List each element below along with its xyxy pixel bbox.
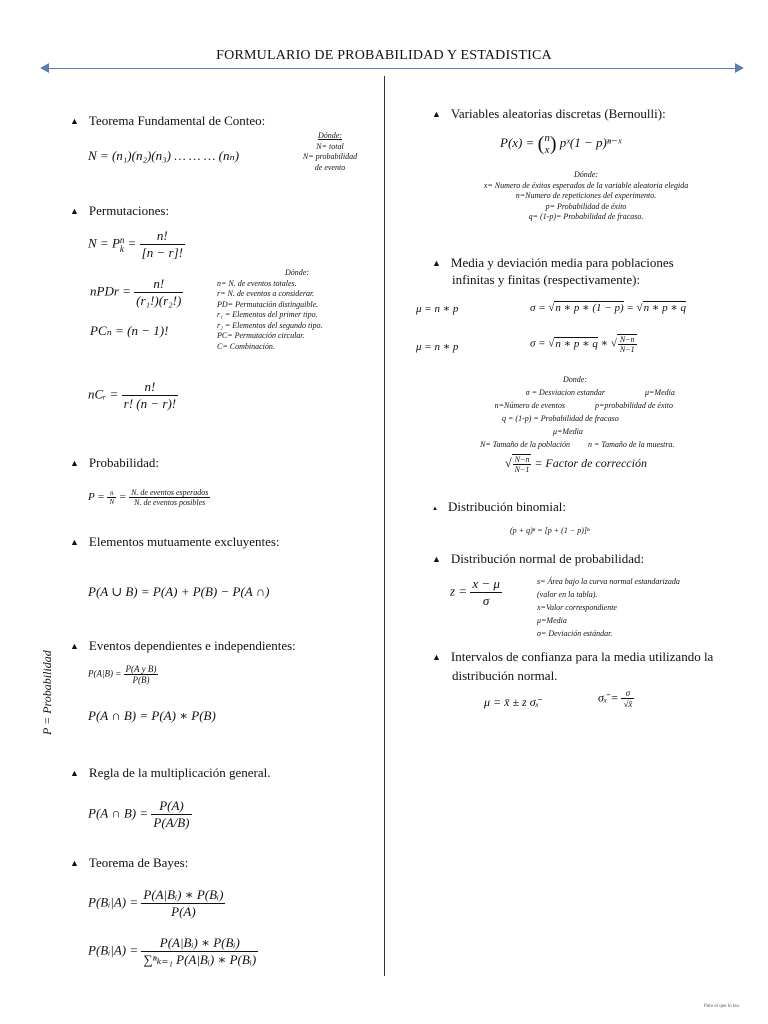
heading-text: Intervalos de confianza para la media utilizando la: [450, 649, 714, 664]
bullet-icon: ▲: [70, 458, 79, 468]
formula-part: σ =: [530, 337, 549, 350]
page-title: FORMULARIO DE PROBABILIDAD Y ESTADISTICA: [216, 48, 552, 63]
note-title: Donde:: [563, 375, 587, 384]
footer-note: Puto el que lo lea: [704, 1004, 739, 1009]
fraction: [107, 489, 116, 506]
formula-binomial: (p + q)ⁿ = [p + (1 − p)]ⁿ: [510, 526, 590, 535]
fraction: [134, 276, 183, 309]
note-normal: [537, 575, 757, 640]
heading-text: Probabilidad:: [88, 455, 159, 470]
heading-text: Distribución binomial:: [447, 499, 567, 514]
formula-media-infinita: μ = n ∗ p: [416, 303, 459, 315]
fraction: [617, 334, 637, 354]
numerator: P(A): [151, 798, 191, 815]
sqrt-content: n ∗ p ∗ q: [643, 302, 687, 314]
note-title: Dónde:: [318, 131, 342, 140]
bullet-icon: ▲: [70, 768, 79, 778]
heading-text: Distribución normal de probabilidad:: [450, 551, 645, 566]
denominator: P(A): [171, 904, 196, 919]
formula-part: = Factor de corrección: [534, 455, 647, 470]
denominator: N−1: [514, 465, 530, 474]
numerator: n!: [134, 276, 183, 293]
bullet-icon: ▲: [432, 652, 441, 662]
bullet-icon: ▲: [432, 258, 441, 268]
denominator: N. de eventos posibles: [134, 498, 206, 507]
formula-intervalo: μ = x̄ ± z σₓ̄: [484, 695, 540, 709]
denominator: σ: [482, 593, 490, 608]
arrow-right-icon: [735, 63, 744, 73]
formula-permutacion-distinguible: [90, 276, 183, 309]
formula-independientes: P(A ∩ B) = P(A) ∗ P(B): [88, 708, 216, 723]
formula-part: P(x) =: [500, 134, 535, 150]
formula-part: P(Bᵢ|A) =: [88, 942, 139, 958]
numerator: N−n: [619, 335, 635, 344]
formula-bernoulli: P(x) = ( n x ) pˣ(1 − p)ⁿ⁻ˣ: [500, 132, 622, 156]
note-line: C= Combinación.: [217, 341, 275, 351]
bullet-icon: ▲: [432, 109, 441, 119]
numerator: σ: [621, 688, 634, 699]
fraction: [122, 379, 178, 412]
note-line: N= probabilidad: [302, 152, 358, 161]
formula-part: P(A|B) =: [88, 668, 122, 679]
section-heading-binomial: [432, 499, 566, 515]
numerator: n!: [122, 379, 178, 396]
formula-part: nPDr =: [90, 283, 131, 299]
bullet-icon: ▲: [70, 206, 79, 216]
section-heading-bernoulli: [432, 106, 666, 122]
section-heading-media: [432, 255, 674, 288]
note-line: q= (1-p)= Probabilidad de fracaso.: [528, 212, 644, 221]
note-line: r= N. de eventos a considerar.: [217, 289, 315, 298]
note-line: n=Numero de repeticiones del experimento.: [515, 191, 657, 200]
note-line: r₂ = Elementos del segundo tipo.: [217, 320, 323, 330]
note-line: p= Probabilidad de éxito: [545, 201, 627, 211]
binomial-bottom: x: [544, 144, 550, 156]
formula-part: =: [623, 302, 637, 314]
numerator: n: [107, 489, 116, 498]
bullet-icon: ▲: [432, 506, 438, 512]
formula-part: P(A ∩ B) =: [88, 805, 149, 821]
note-line: r₁ = Elementos del primer tipo.: [217, 310, 318, 319]
note-line: p=probabilidad de éxito: [595, 401, 673, 410]
formula-part: =: [118, 491, 127, 504]
heading-text: Regla de la multiplicación general.: [88, 765, 271, 780]
formula-part: ∗: [597, 337, 611, 350]
note-line: N= total: [316, 141, 344, 151]
sqrt-content: n ∗ p ∗ (1 − p): [555, 302, 624, 314]
formula-desviacion-finita: σ = √n ∗ p ∗ q ∗ √ $\frac{N-n}{N-1}$: [530, 335, 635, 354]
numerator: n!: [140, 228, 185, 245]
side-label: P = Probabilidad: [40, 650, 54, 735]
numerator: N. de eventos esperados: [131, 488, 209, 497]
denominator: ∑ⁿₖ₌₁ P(A|Bᵢ) ∗ P(Bᵢ): [143, 952, 257, 967]
numerator: P(A y B): [125, 664, 157, 674]
heading-text: Media y deviación media para poblaciones: [450, 255, 674, 270]
heading-text: Permutaciones:: [88, 203, 170, 218]
note-line: μ=Media: [553, 427, 583, 436]
formula-sub: k: [119, 243, 124, 254]
formula-part: pˣ(1 − p)ⁿ⁻ˣ: [559, 134, 622, 150]
denominator: N−1: [619, 345, 635, 354]
section-heading-excluyentes: [70, 534, 280, 550]
denominator: √x̄: [623, 699, 633, 709]
note-title: Dónde:: [285, 268, 309, 277]
note-line: PD= Permutación distinguible.: [217, 299, 319, 309]
denominator: N: [109, 498, 115, 506]
section-heading-conteo: [70, 113, 265, 129]
formula-part: σₓ̄ =: [598, 690, 619, 705]
heading-text: Teorema Fundamental de Conteo:: [88, 113, 266, 128]
formula-part: P =: [88, 491, 105, 504]
fraction: [151, 798, 191, 831]
heading-text: Elementos mutuamente excluyentes:: [88, 534, 280, 549]
formula-conteo: N = (n₁)(n₂)(n₃) … … … (nₙ): [88, 148, 240, 163]
denominator: r! (n − r)!: [123, 396, 177, 411]
heading-text: Eventos dependientes e independientes:: [88, 638, 296, 653]
section-heading-normal: [432, 551, 644, 567]
binomial-top: n: [544, 132, 550, 144]
note-line: (valor en la tabla).: [537, 590, 598, 599]
fraction: [124, 664, 159, 685]
formula-condicional: [88, 664, 158, 685]
numerator: x − μ: [472, 576, 500, 591]
formula-probabilidad: [88, 488, 210, 507]
header-divider: [46, 68, 738, 69]
formula-part: σ =: [530, 302, 549, 314]
formula-normal: [450, 576, 502, 609]
formula-factor-correccion: √ $\frac{N-n}{N-1}$ = Factor de corrección: [505, 455, 647, 474]
bullet-icon: ▲: [70, 858, 79, 868]
numerator: P(A|Bᵢ) ∗ P(Bᵢ): [143, 887, 224, 902]
denominator: [n − r]!: [141, 245, 183, 260]
fraction: [141, 935, 258, 968]
formula-part: nCᵣ =: [88, 386, 119, 402]
formula-permutacion-circular: PCₙ = (n − 1)!: [90, 323, 169, 338]
heading-text: Variables aleatorias discretas (Bernoulli):: [450, 106, 666, 121]
fraction: [141, 887, 225, 920]
formula-part: N = P: [88, 235, 120, 251]
denominator: (r₁!)(r₂!): [136, 293, 182, 308]
section-heading-bayes: [70, 855, 188, 871]
numerator: N−n: [514, 455, 530, 464]
formula-combinacion: [88, 379, 178, 412]
bullet-icon: ▲: [70, 641, 79, 651]
note-line: PC= Permutación circular.: [217, 331, 305, 340]
numerator: P(A|Bᵢ) ∗ P(Bᵢ): [141, 935, 258, 952]
denominator: P(A/B): [153, 815, 190, 830]
section-heading-multiplicacion: [70, 765, 271, 781]
note-line: x= Numero de éxitos esperados de la variable aleatoria elegida: [483, 180, 689, 190]
denominator: P(B): [132, 675, 150, 685]
heading-text: distribución normal.: [452, 668, 558, 683]
note-line: μ=Media: [537, 616, 567, 625]
formula-part: z =: [450, 583, 468, 599]
formula-media-finita: μ = n ∗ p: [416, 341, 459, 353]
section-heading-permutaciones: [70, 203, 169, 219]
note-bernoulli: [416, 170, 756, 223]
formula-excluyentes: P(A ∪ B) = P(A) + P(B) − P(A ∩): [88, 584, 270, 599]
formula-multiplicacion: [88, 798, 192, 831]
note-line: de evento: [314, 162, 346, 172]
note-line: q = (1-p) = Probabilidad de fracaso: [502, 414, 619, 423]
fraction: [129, 488, 210, 507]
fraction: [140, 228, 185, 261]
note-line: x=Valor correspondiente: [537, 603, 617, 612]
formula-permutacion: N = P n k = $\frac{n!}{[n - r]!}$: [88, 228, 183, 260]
column-divider: [384, 76, 385, 976]
heading-text: infinitas y finitas (respectivamente):: [452, 272, 641, 287]
formula-desviacion-infinita: σ = √n ∗ p ∗ (1 − p) = √n ∗ p ∗ q: [530, 302, 687, 314]
note-media: [440, 373, 740, 451]
note-line: s= Área bajo la curva normal estandarizada: [537, 577, 680, 586]
formula-sup: n: [119, 234, 125, 245]
heading-text: Teorema de Bayes:: [88, 855, 189, 870]
note-line: n = Tamaño de la muestra.: [588, 440, 675, 449]
bullet-icon: ▲: [432, 554, 441, 564]
note-line: n= N. de eventos totales.: [217, 278, 297, 288]
note-line: σ = Desviacion estandar: [525, 388, 605, 397]
bullet-icon: ▲: [70, 537, 79, 547]
section-heading-intervalos: [432, 648, 713, 684]
formula-bayes-1: [88, 887, 225, 920]
note-line: σ= Deviación estándar.: [537, 629, 613, 638]
fraction: [621, 688, 634, 709]
fraction: [470, 576, 502, 609]
section-heading-dependientes: [70, 638, 296, 654]
note-line: n=Número de eventos: [494, 401, 565, 410]
fraction: [512, 454, 532, 474]
note-line: N= Tamaño de la población: [480, 440, 570, 449]
note-title: Dónde:: [574, 170, 598, 179]
note-permutaciones: [217, 268, 377, 352]
formula-part: P(Bᵢ|A) =: [88, 894, 139, 910]
section-heading-probabilidad: [70, 455, 159, 471]
note-line: μ=Media: [645, 388, 675, 397]
formula-error-estandar: [598, 688, 634, 709]
formula-bayes-2: [88, 935, 258, 968]
sqrt-content: n ∗ p ∗ q: [555, 337, 598, 350]
note-conteo: [282, 131, 378, 173]
bullet-icon: ▲: [70, 116, 79, 126]
